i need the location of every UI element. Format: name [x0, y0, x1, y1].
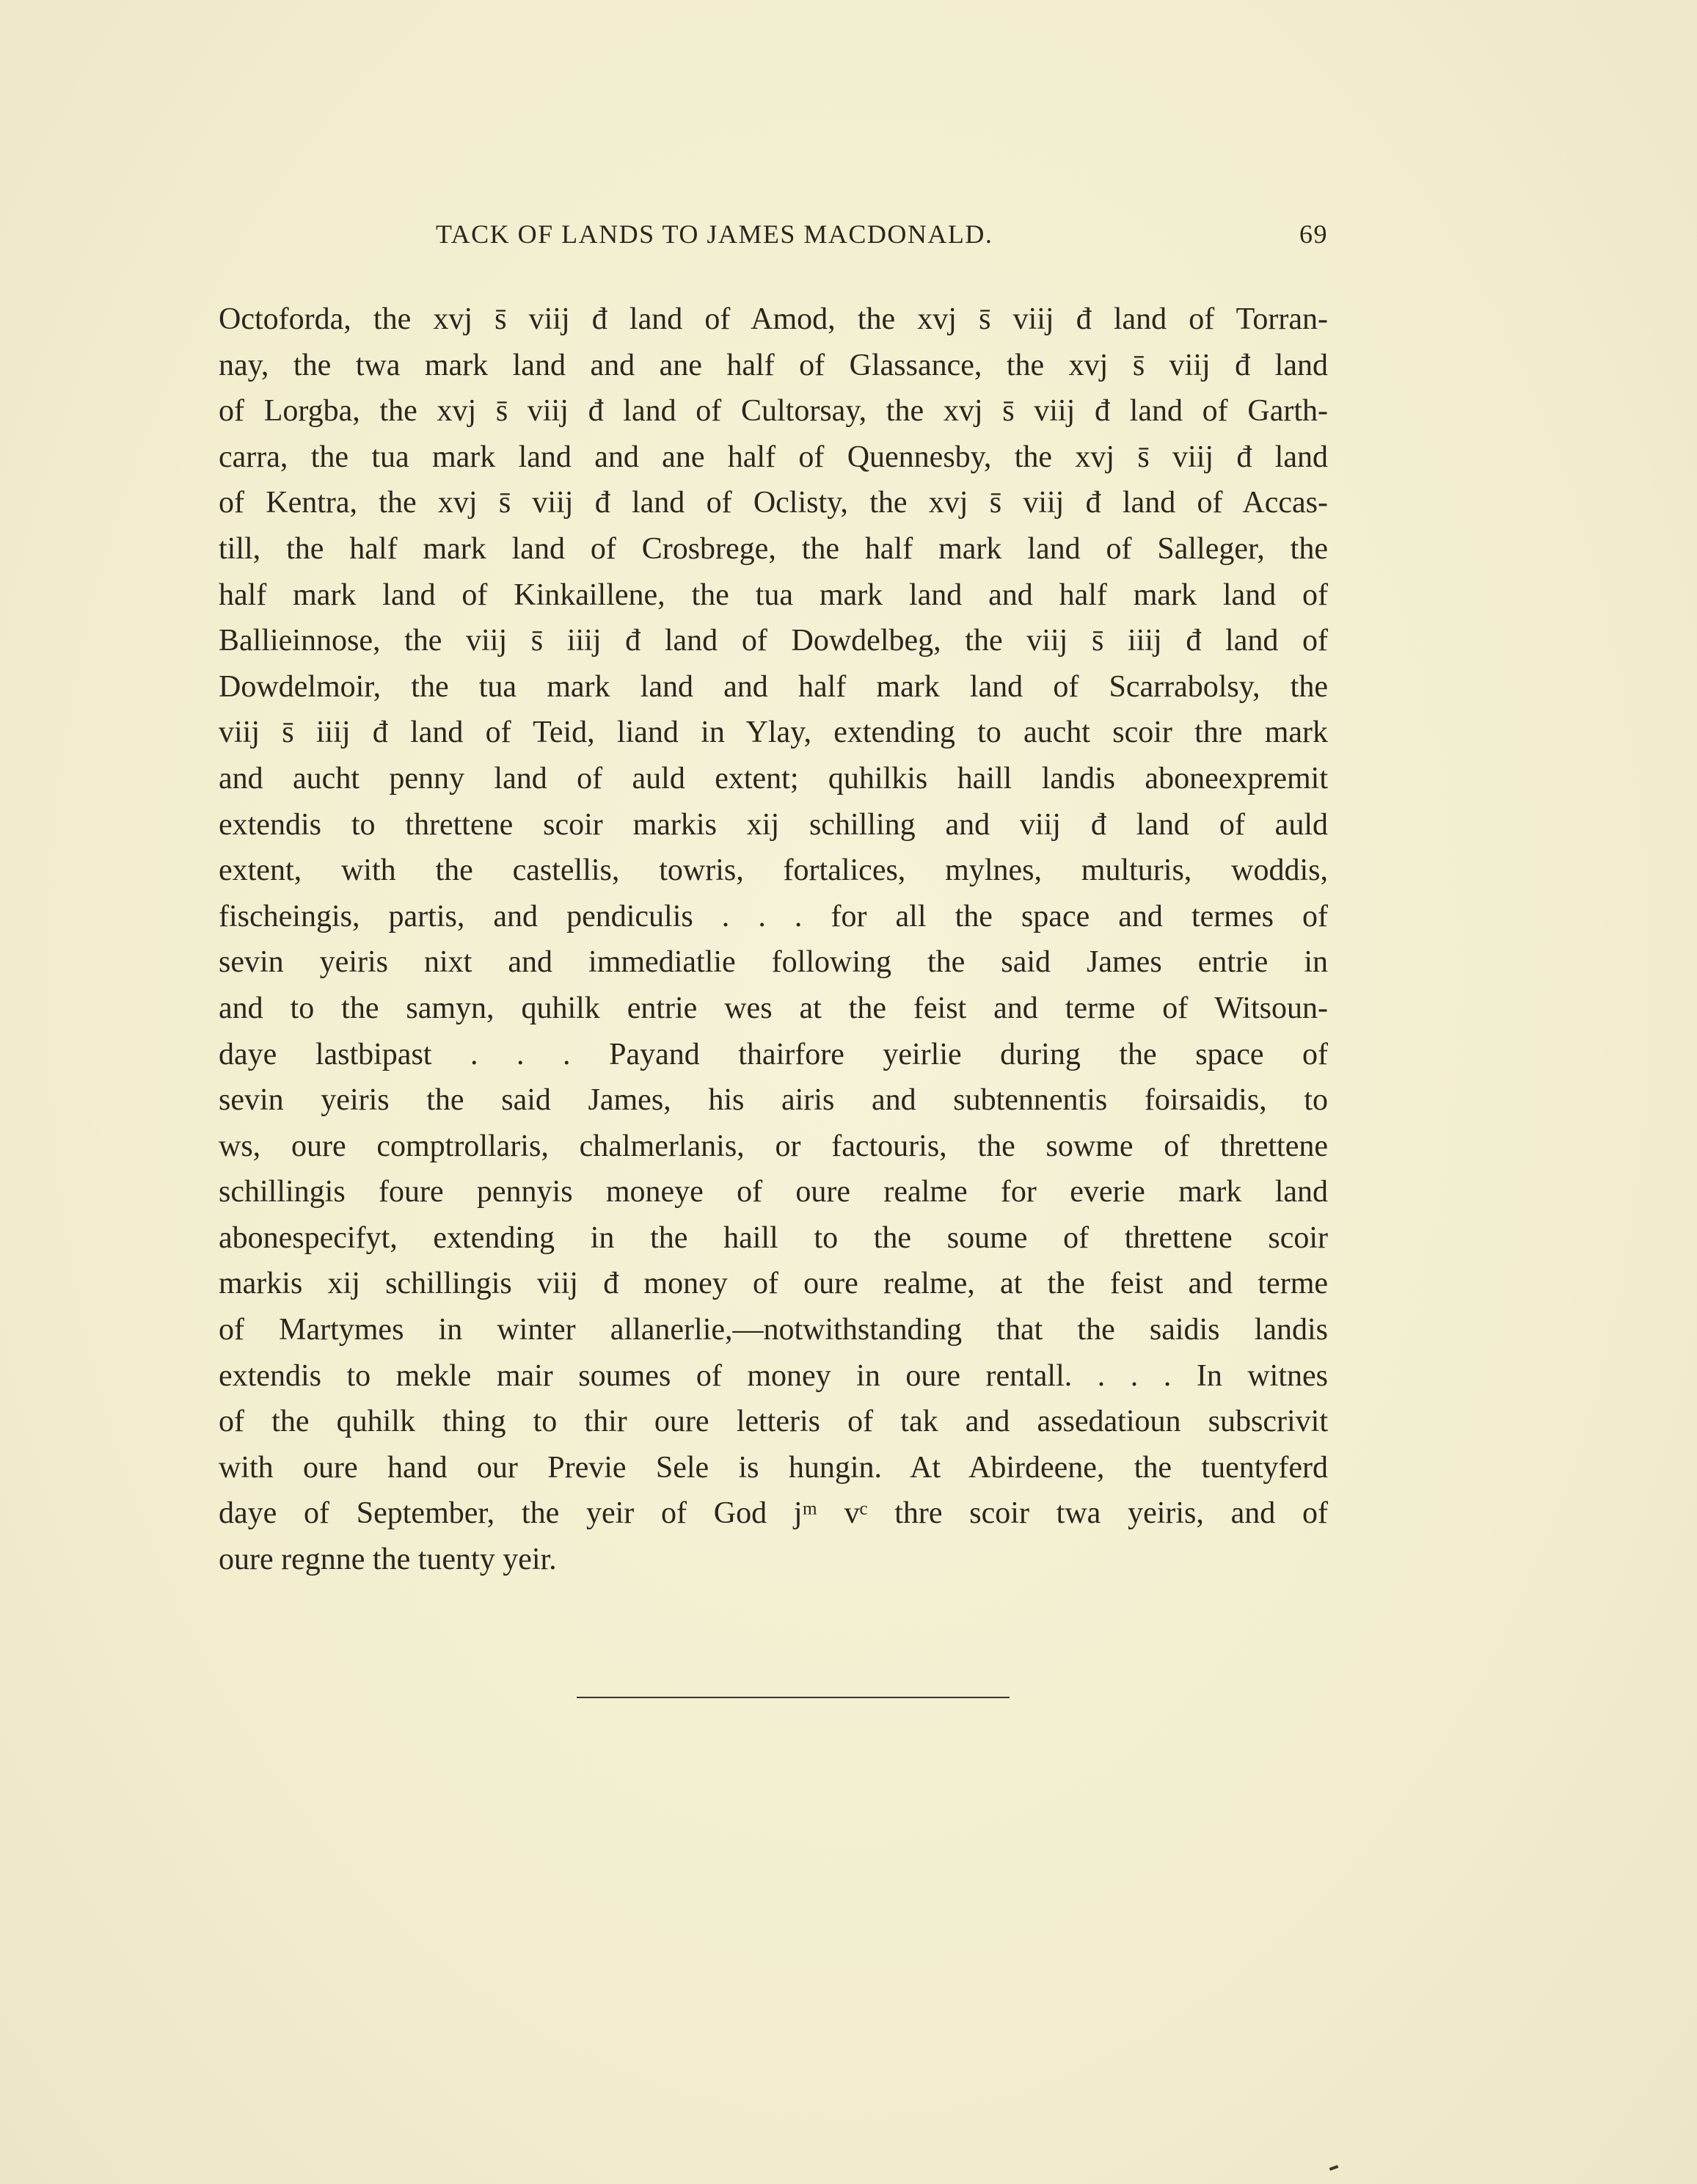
text-line: of the quhilk thing to thir oure letteris of tak and assedatioun subscrivit	[219, 1405, 1328, 1439]
text-line: extendis to threttene scoir markis xij schilling and viij đ land of auld	[219, 807, 1328, 842]
text-line: carra, the tua mark land and ane half of Quennesby, the xvj s̄ viij đ land	[219, 440, 1328, 474]
text-line: of Martymes in winter allanerlie,—notwithstanding that the saidis landis	[219, 1313, 1328, 1347]
text-line: till, the half mark land of Crosbrege, the half mark land of Salleger, the	[219, 531, 1328, 566]
text-line: Dowdelmoir, the tua mark land and half mark land of Scarrabolsy, the	[219, 669, 1328, 704]
text-line: fischeingis, partis, and pendiculis . . . for all the space and termes of	[219, 899, 1328, 933]
body-text	[219, 296, 1328, 1583]
text-line: nay, the twa mark land and ane half of Glassance, the xvj s̄ viij đ land	[219, 348, 1328, 382]
page-number: 69	[1299, 219, 1328, 249]
text-line: extent, with the castellis, towris, fortalices, mylnes, multuris, woddis,	[219, 853, 1328, 888]
text-line: abonespecifyt, extending in the haill to the soume of threttene scoir	[219, 1220, 1328, 1255]
text-line: daye of September, the yeir of God jᵐ vᶜ thre scoir twa yeiris, and of	[219, 1496, 1328, 1531]
text-line: ws, oure comptrollaris, chalmerlanis, or factouris, the sowme of threttene	[219, 1129, 1328, 1163]
text-line: and aucht penny land of auld extent; quhilkis haill landis aboneexpremit	[219, 761, 1328, 796]
text-line: oure regnne the tuenty yeir.	[219, 1543, 557, 1577]
text-line: daye lastbipast . . . Payand thairfore yeirlie during the space of	[219, 1037, 1328, 1071]
text-line: sevin yeiris nixt and immediatlie following the said James entrie in	[219, 945, 1328, 980]
section-divider	[577, 1697, 1010, 1698]
text-line: and to the samyn, quhilk entrie wes at the feist and terme of Witsoun-	[219, 991, 1328, 1025]
text-line: markis xij schillingis viij đ money of oure realme, at the feist and terme	[219, 1267, 1328, 1301]
text-line: viij s̄ iiij đ land of Teid, liand in Ylay, extending to aucht scoir thre mark	[219, 716, 1328, 750]
text-line: Octoforda, the xvj s̄ viij đ land of Amod, the xvj s̄ viij đ land of Torran-	[219, 302, 1328, 336]
text-line: Ballieinnose, the viij s̄ iiij đ land of Dowdelbeg, the viij s̄ iiij đ land of	[219, 624, 1328, 658]
text-line: of Lorgba, the xvj s̄ viij đ land of Cultorsay, the xvj s̄ viij đ land of Garth-	[219, 394, 1328, 429]
text-line: half mark land of Kinkaillene, the tua mark land and half mark land of	[219, 578, 1328, 612]
text-line: sevin yeiris the said James, his airis and subtennentis foirsaidis, to	[219, 1083, 1328, 1118]
running-head	[436, 219, 1328, 255]
text-line: of Kentra, the xvj s̄ viij đ land of Oclisty, the xvj s̄ viij đ land of Accas-	[219, 486, 1328, 520]
text-line: with oure hand our Previe Sele is hungin. At Abirdeene, the tuentyferd	[219, 1450, 1328, 1485]
text-line: extendis to mekle mair soumes of money in oure rentall. . . . In witnes	[219, 1358, 1328, 1393]
text-line: schillingis foure pennyis moneye of oure realme for everie mark land	[219, 1175, 1328, 1209]
running-title: TACK OF LANDS TO JAMES MACDONALD.	[436, 219, 993, 249]
print-mark	[1329, 2165, 1339, 2171]
